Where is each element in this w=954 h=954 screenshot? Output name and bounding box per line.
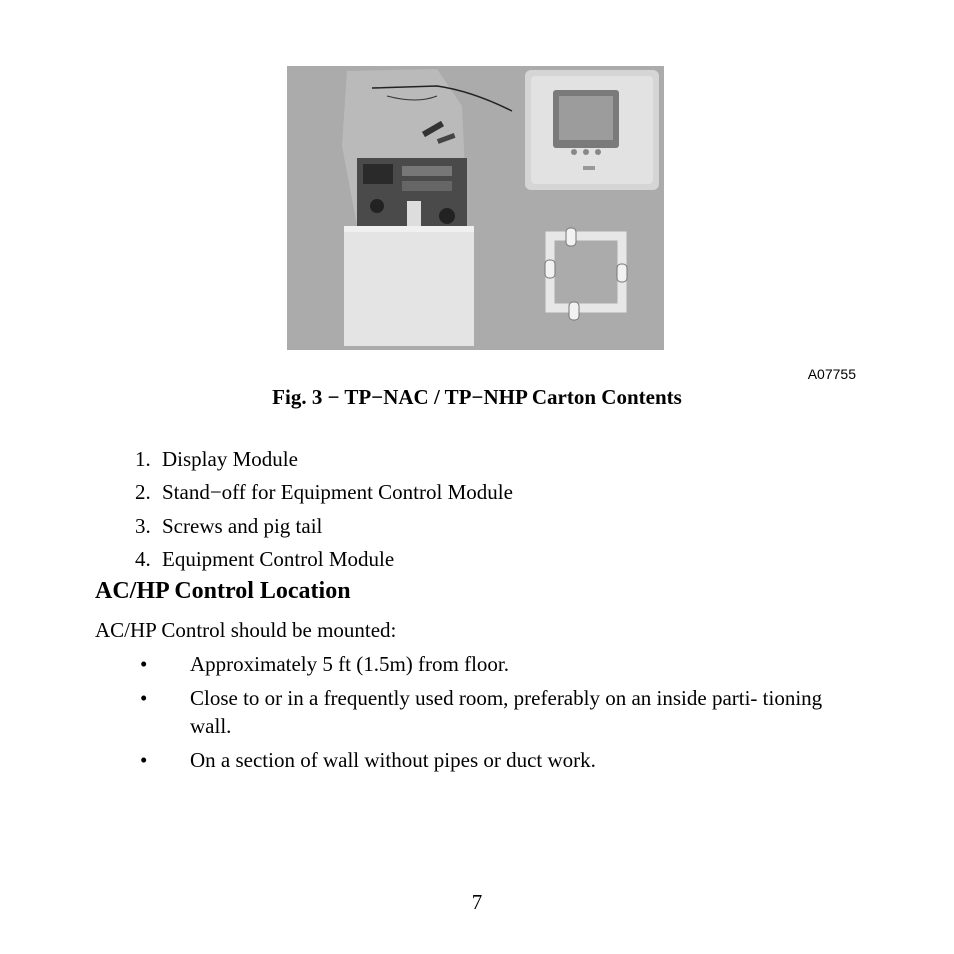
bullet-item xyxy=(140,684,840,740)
list-item-number: 3. xyxy=(135,513,151,538)
list-item-number: 1. xyxy=(135,447,151,471)
list-item xyxy=(135,446,513,479)
bullet-icon: • xyxy=(140,686,148,710)
list-item xyxy=(135,546,513,579)
bullet-text: Close to or in a frequently used room, preferably on an inside parti- tioning wall. xyxy=(190,686,823,738)
list-item-text: Screws and pig tail xyxy=(162,513,323,538)
list-item xyxy=(135,513,513,546)
bullet-item xyxy=(140,746,840,774)
mounting-bullets xyxy=(140,650,840,780)
list-item-text: Equipment Control Module xyxy=(162,546,395,571)
bullet-icon: • xyxy=(140,748,148,772)
list-item-text: Stand−off for Equipment Control Module xyxy=(162,480,513,505)
bullet-item xyxy=(140,650,840,678)
section-heading: AC/HP Control Location xyxy=(95,578,351,604)
bullet-text: Approximately 5 ft (1.5m) from floor. xyxy=(190,652,510,676)
contents-list xyxy=(135,446,513,579)
section-intro: AC/HP Control should be mounted: xyxy=(95,618,397,642)
list-item xyxy=(135,479,513,512)
bullet-icon: • xyxy=(140,652,148,676)
list-item-number: 2. xyxy=(135,480,151,505)
figure-code: A07755 xyxy=(807,366,856,382)
figure-caption: Fig. 3 − TP−NAC / TP−NHP Carton Contents xyxy=(272,385,682,409)
carton-contents-photo xyxy=(287,66,664,350)
list-item-number: 4. xyxy=(135,546,151,571)
list-item-text: Display Module xyxy=(162,447,298,471)
bullet-text: On a section of wall without pipes or duct work. xyxy=(190,748,596,772)
page-number: 7 xyxy=(471,890,483,914)
